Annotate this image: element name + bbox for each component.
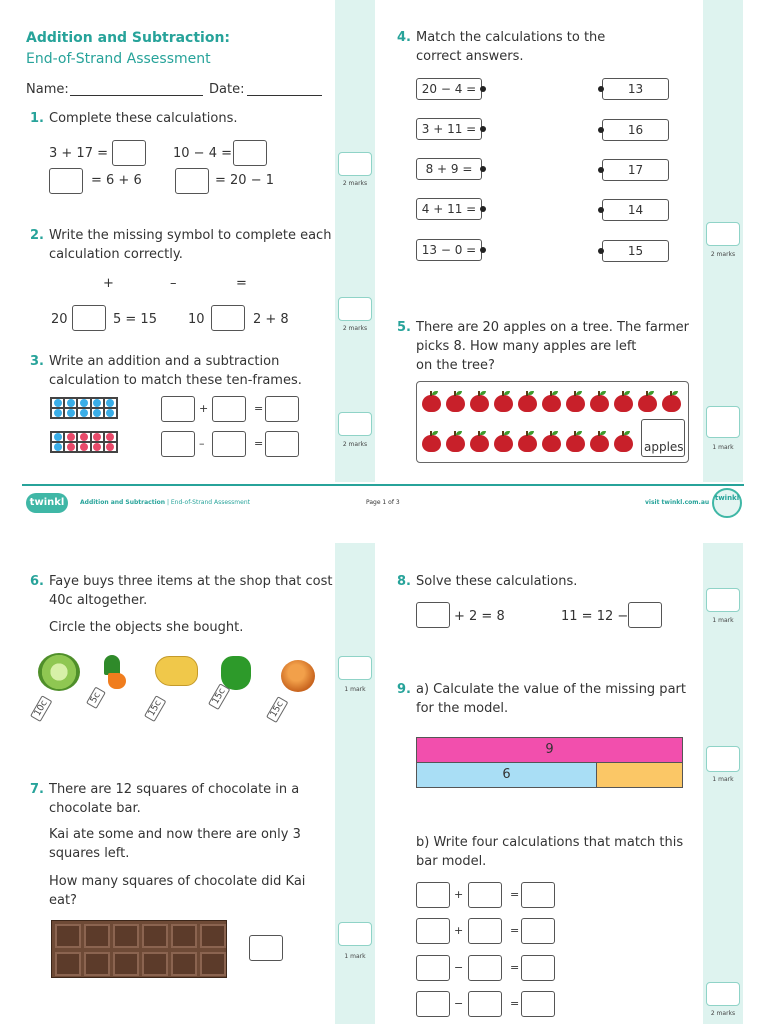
q2-line2: calculation correctly. bbox=[49, 247, 183, 262]
q9b-row2-box1[interactable] bbox=[416, 918, 450, 944]
q9b-row3-equals: = bbox=[510, 961, 520, 974]
footer-title-rest: | End-of-Strand Assessment bbox=[165, 499, 250, 506]
apple-icon bbox=[494, 435, 513, 452]
q4-calc-5-dot[interactable] bbox=[480, 247, 486, 253]
q5-marks-label: 1 mark bbox=[712, 444, 734, 451]
q4-answer-1[interactable]: 13 bbox=[602, 78, 669, 100]
q2-marks-label: 2 marks bbox=[342, 325, 368, 332]
chocolate-square bbox=[142, 952, 168, 976]
ten-frame-1-counter bbox=[54, 409, 62, 417]
chocolate-square bbox=[113, 924, 139, 948]
q8-answer-box-a[interactable] bbox=[416, 602, 450, 628]
q1-answer-box-a[interactable] bbox=[112, 140, 146, 166]
q2-symbol-minus: – bbox=[170, 276, 177, 291]
q9b-row3-minus: − bbox=[454, 961, 464, 974]
ten-frame-2-counter bbox=[67, 433, 75, 441]
q4-calc-5[interactable]: 13 − 0 = bbox=[416, 239, 482, 261]
ten-frame-2-counter bbox=[93, 443, 101, 451]
q9-a-line1: a) Calculate the value of the missing part bbox=[416, 682, 686, 697]
q1-text: Complete these calculations. bbox=[49, 111, 238, 126]
q3-number: 3. bbox=[30, 354, 44, 369]
q4-calc-2-dot[interactable] bbox=[480, 126, 486, 132]
price-tag-capsicum: 15c bbox=[208, 683, 231, 710]
chocolate-square bbox=[171, 952, 197, 976]
q4-line1: Match the calculations to the bbox=[416, 30, 606, 45]
footer-site-link[interactable]: visit twinkl.com.au bbox=[645, 499, 710, 506]
apple-icon bbox=[470, 435, 489, 452]
ten-frame-2-cell bbox=[64, 442, 77, 452]
price-tag-onion: 15c bbox=[266, 696, 289, 723]
q9b-row2-box2[interactable] bbox=[468, 918, 502, 944]
chocolate-square bbox=[55, 924, 81, 948]
q3-sub-box-3[interactable] bbox=[265, 431, 299, 457]
twinkl-logo-text: twinkl bbox=[29, 497, 65, 508]
q5-line2: picks 8. How many apples are left bbox=[416, 339, 637, 354]
q3-sub-box-1[interactable] bbox=[161, 431, 195, 457]
apple-icon bbox=[494, 395, 513, 412]
q9-b-line1: b) Write four calculations that match this bbox=[416, 835, 684, 850]
ten-frame-2-cell bbox=[77, 432, 90, 442]
q3-add-box-1[interactable] bbox=[161, 396, 195, 422]
q9b-row4-equals: = bbox=[510, 997, 520, 1010]
ten-frame-1-counter bbox=[67, 399, 75, 407]
ten-frame-1-cell bbox=[51, 398, 64, 408]
ten-frame-1-cell bbox=[64, 398, 77, 408]
q6-marks-box[interactable] bbox=[338, 656, 372, 680]
q4-number: 4. bbox=[397, 30, 411, 45]
onion-icon[interactable] bbox=[281, 660, 315, 692]
q2-calc-b-left: 10 bbox=[188, 312, 205, 327]
chocolate-square bbox=[200, 924, 226, 948]
carrot-icon[interactable] bbox=[98, 655, 128, 691]
ten-frame-1-cell bbox=[77, 408, 90, 418]
q5-answer-unit: apples bbox=[644, 440, 684, 454]
q6-marks-label: 1 mark bbox=[344, 686, 366, 693]
ten-frame-1-counter bbox=[54, 399, 62, 407]
q7-answer-box[interactable] bbox=[249, 935, 283, 961]
date-field[interactable] bbox=[247, 95, 322, 96]
footer-divider bbox=[22, 484, 744, 486]
q9-a-line2: for the model. bbox=[416, 701, 509, 716]
q9b-row3-box2[interactable] bbox=[468, 955, 502, 981]
apple-icon bbox=[446, 435, 465, 452]
q7-marks-label: 1 mark bbox=[344, 953, 366, 960]
ten-frame-2 bbox=[50, 431, 118, 453]
ten-frame-2-cell bbox=[77, 442, 90, 452]
capsicum-icon[interactable] bbox=[221, 656, 251, 690]
chocolate-bar bbox=[51, 920, 227, 978]
q7-line4: squares left. bbox=[49, 846, 130, 861]
q9b-row4-box2[interactable] bbox=[468, 991, 502, 1017]
q3-marks-box[interactable] bbox=[338, 412, 372, 436]
footer-title bbox=[80, 499, 250, 506]
q2-calc-a-right: 5 = 15 bbox=[113, 312, 157, 327]
ten-frame-2-cell bbox=[51, 442, 64, 452]
lettuce-icon[interactable] bbox=[38, 653, 80, 691]
q2-symbol-box-a[interactable] bbox=[72, 305, 106, 331]
chocolate-square bbox=[84, 952, 110, 976]
potato-icon[interactable] bbox=[155, 656, 198, 686]
q5-line1: There are 20 apples on a tree. The farmer bbox=[416, 320, 689, 335]
q3-plus-sign: + bbox=[199, 402, 209, 415]
q4-calc-3-dot[interactable] bbox=[480, 166, 486, 172]
ten-frame-2-counter bbox=[80, 443, 88, 451]
apple-icon bbox=[614, 435, 633, 452]
q4-calc-1-dot[interactable] bbox=[480, 86, 486, 92]
q4-calc-1[interactable]: 20 − 4 = bbox=[416, 78, 482, 100]
q7-number: 7. bbox=[30, 782, 44, 797]
q3-line1: Write an addition and a subtraction bbox=[49, 354, 280, 369]
q4-answer-1-dot[interactable] bbox=[598, 86, 604, 92]
q1-calc-b: 10 − 4 = bbox=[173, 146, 232, 161]
q2-symbol-box-b[interactable] bbox=[211, 305, 245, 331]
chocolate-square bbox=[113, 952, 139, 976]
q4-answer-4-dot[interactable] bbox=[598, 207, 604, 213]
q1-marks-label: 2 marks bbox=[342, 180, 368, 187]
q9a-marks-box[interactable] bbox=[706, 746, 740, 772]
apple-icon bbox=[638, 395, 657, 412]
apple-icon bbox=[566, 435, 585, 452]
twinkl-logo bbox=[26, 493, 68, 513]
bar-model-part-known bbox=[416, 762, 597, 788]
ten-frame-2-cell bbox=[104, 432, 117, 442]
ten-frame-1-counter bbox=[67, 409, 75, 417]
ten-frame-1-cell bbox=[91, 408, 104, 418]
q3-equals-sign-2: = bbox=[254, 437, 264, 450]
carrot-leaves bbox=[104, 655, 120, 675]
ten-frame-2-counter bbox=[80, 433, 88, 441]
q4-calc-3[interactable]: 8 + 9 = bbox=[416, 158, 482, 180]
q7-line5: How many squares of chocolate did Kai bbox=[49, 874, 306, 889]
ten-frame-1-cell bbox=[77, 398, 90, 408]
q9-number: 9. bbox=[397, 682, 411, 697]
apple-icon bbox=[422, 435, 441, 452]
q1-answer-box-d[interactable] bbox=[175, 168, 209, 194]
q2-symbol-plus: + bbox=[103, 276, 114, 291]
page-number: Page 1 of 3 bbox=[366, 499, 400, 506]
q7-line3: Kai ate some and now there are only 3 bbox=[49, 827, 301, 842]
q4-marks-box[interactable] bbox=[706, 222, 740, 246]
q1-number: 1. bbox=[30, 111, 44, 126]
apple-icon bbox=[422, 395, 441, 412]
ten-frame-2-cell bbox=[51, 432, 64, 442]
ten-frame-2-counter bbox=[106, 443, 114, 451]
q2-number: 2. bbox=[30, 228, 44, 243]
apple-icon bbox=[662, 395, 681, 412]
q2-calc-b-right: 2 + 8 bbox=[253, 312, 289, 327]
q1-answer-box-b[interactable] bbox=[233, 140, 267, 166]
ten-frame-1-cell bbox=[104, 398, 117, 408]
marks-strip-right-page2 bbox=[703, 543, 743, 1024]
ten-frame-1 bbox=[50, 397, 118, 419]
bar-model-part-missing[interactable] bbox=[596, 762, 683, 788]
name-field[interactable] bbox=[70, 95, 203, 96]
q8-marks-label: 1 mark bbox=[712, 617, 734, 624]
ten-frame-2-counter bbox=[93, 433, 101, 441]
ten-frame-2-counter bbox=[67, 443, 75, 451]
q5-marks-box[interactable] bbox=[706, 406, 740, 438]
q4-marks-label: 2 marks bbox=[710, 251, 736, 258]
price-tag-carrot: 5c bbox=[86, 687, 106, 709]
q6-number: 6. bbox=[30, 574, 44, 589]
ten-frame-2-cell bbox=[91, 442, 104, 452]
apple-icon bbox=[542, 395, 561, 412]
q4-answer-3[interactable]: 17 bbox=[602, 159, 669, 181]
q1-answer-box-c[interactable] bbox=[49, 168, 83, 194]
chocolate-square bbox=[55, 952, 81, 976]
q9b-row4-box3[interactable] bbox=[521, 991, 555, 1017]
q8-answer-box-b[interactable] bbox=[628, 602, 662, 628]
chocolate-square bbox=[171, 924, 197, 948]
apple-icon bbox=[590, 435, 609, 452]
q9b-row3-box3[interactable] bbox=[521, 955, 555, 981]
q2-line1: Write the missing symbol to complete each bbox=[49, 228, 332, 243]
q4-answer-5[interactable]: 15 bbox=[602, 240, 669, 262]
apple-icon bbox=[446, 395, 465, 412]
ten-frame-1-cell bbox=[64, 408, 77, 418]
q3-add-box-2[interactable] bbox=[212, 396, 246, 422]
ten-frame-2-cell bbox=[64, 432, 77, 442]
q3-marks-label: 2 marks bbox=[342, 441, 368, 448]
q9b-row1-box1[interactable] bbox=[416, 882, 450, 908]
q7-line6: eat? bbox=[49, 893, 77, 908]
apple-icon bbox=[590, 395, 609, 412]
q9b-marks-label: 2 marks bbox=[710, 1010, 736, 1017]
bar-model-whole bbox=[416, 737, 683, 763]
ten-frame-1-counter bbox=[93, 399, 101, 407]
q9b-row3-box1[interactable] bbox=[416, 955, 450, 981]
q3-equals-sign-1: = bbox=[254, 402, 264, 415]
q1-marks-box[interactable] bbox=[338, 152, 372, 176]
q2-marks-box[interactable] bbox=[338, 297, 372, 321]
q7-line2: chocolate bar. bbox=[49, 801, 141, 816]
q9b-row2-box3[interactable] bbox=[521, 918, 555, 944]
apple-icon bbox=[542, 435, 561, 452]
q5-line3: on the tree? bbox=[416, 358, 495, 373]
q2-symbol-equals: = bbox=[236, 276, 247, 291]
q6-line1: Faye buys three items at the shop that cost bbox=[49, 574, 333, 589]
ten-frame-1-counter bbox=[93, 409, 101, 417]
chocolate-square bbox=[142, 924, 168, 948]
q8-number: 8. bbox=[397, 574, 411, 589]
page-subtitle: End-of-Strand Assessment bbox=[26, 51, 211, 67]
q4-answer-4[interactable]: 14 bbox=[602, 199, 669, 221]
name-label: Name: bbox=[26, 82, 69, 97]
q4-answer-2-dot[interactable] bbox=[598, 127, 604, 133]
ten-frame-1-cell bbox=[91, 398, 104, 408]
ten-frame-1-counter bbox=[106, 409, 114, 417]
q1-calc-c: = 6 + 6 bbox=[91, 173, 142, 188]
q3-sub-box-2[interactable] bbox=[212, 431, 246, 457]
q8-calc-b: 11 = 12 − bbox=[561, 609, 629, 624]
q5-number: 5. bbox=[397, 320, 411, 335]
chocolate-square bbox=[84, 924, 110, 948]
ten-frame-2-cell bbox=[104, 442, 117, 452]
marks-strip-left-page1 bbox=[335, 0, 375, 482]
ten-frame-1-counter bbox=[80, 399, 88, 407]
price-tag-lettuce: 10c bbox=[30, 695, 53, 722]
q9-b-line2: bar model. bbox=[416, 854, 487, 869]
q4-calc-2[interactable]: 3 + 11 = bbox=[416, 118, 482, 140]
q8-calc-a: + 2 = 8 bbox=[454, 609, 505, 624]
q7-marks-box[interactable] bbox=[338, 922, 372, 946]
q4-answer-3-dot[interactable] bbox=[598, 167, 604, 173]
q9b-row1-equals: = bbox=[510, 888, 520, 901]
ten-frame-1-counter bbox=[80, 409, 88, 417]
quality-badge-icon bbox=[712, 488, 742, 518]
apple-icon bbox=[518, 435, 537, 452]
chocolate-square bbox=[200, 952, 226, 976]
ten-frame-2-cell bbox=[91, 432, 104, 442]
ten-frame-2-counter bbox=[54, 443, 62, 451]
q6-line2: 40c altogether. bbox=[49, 593, 148, 608]
q6-line3: Circle the objects she bought. bbox=[49, 620, 244, 635]
q8-marks-box[interactable] bbox=[706, 588, 740, 612]
ten-frame-2-counter bbox=[54, 433, 62, 441]
q1-calc-a: 3 + 17 = bbox=[49, 146, 108, 161]
bar-model-whole-value: 9 bbox=[545, 742, 554, 757]
q9b-row1-plus: + bbox=[454, 888, 464, 901]
q4-answer-5-dot[interactable] bbox=[598, 248, 604, 254]
quality-badge-text: twinkl bbox=[714, 494, 740, 502]
ten-frame-1-cell bbox=[104, 408, 117, 418]
q3-line2: calculation to match these ten-frames. bbox=[49, 373, 302, 388]
q9b-row4-box1[interactable] bbox=[416, 991, 450, 1017]
q7-line1: There are 12 squares of chocolate in a bbox=[49, 782, 300, 797]
q9b-row1-box2[interactable] bbox=[468, 882, 502, 908]
carrot-root bbox=[108, 673, 126, 689]
page-title: Addition and Subtraction: bbox=[26, 30, 231, 46]
q9b-row1-box3[interactable] bbox=[521, 882, 555, 908]
bar-model-part-value: 6 bbox=[502, 767, 511, 782]
q4-calc-4-dot[interactable] bbox=[480, 206, 486, 212]
q9b-marks-box[interactable] bbox=[706, 982, 740, 1006]
q4-line2: correct answers. bbox=[416, 49, 524, 64]
ten-frame-1-counter bbox=[106, 399, 114, 407]
q1-calc-d: = 20 − 1 bbox=[215, 173, 274, 188]
price-tag-potato: 15c bbox=[144, 695, 167, 722]
marks-strip-left-page2 bbox=[335, 543, 375, 1024]
q8-text: Solve these calculations. bbox=[416, 574, 578, 589]
apple-icon bbox=[470, 395, 489, 412]
apple-icon bbox=[518, 395, 537, 412]
ten-frame-2-counter bbox=[106, 433, 114, 441]
ten-frame-1-cell bbox=[51, 408, 64, 418]
apple-icon bbox=[614, 395, 633, 412]
date-label: Date: bbox=[209, 82, 245, 97]
q2-calc-a-left: 20 bbox=[51, 312, 68, 327]
apple-icon bbox=[566, 395, 585, 412]
footer-title-bold: Addition and Subtraction bbox=[80, 499, 166, 506]
q9b-row4-minus: − bbox=[454, 997, 464, 1010]
q3-minus-sign: – bbox=[199, 437, 205, 450]
q4-answer-2[interactable]: 16 bbox=[602, 119, 669, 141]
q9a-marks-label: 1 mark bbox=[712, 776, 734, 783]
q3-add-box-3[interactable] bbox=[265, 396, 299, 422]
q9b-row2-plus: + bbox=[454, 924, 464, 937]
q9b-row2-equals: = bbox=[510, 924, 520, 937]
q4-calc-4[interactable]: 4 + 11 = bbox=[416, 198, 482, 220]
